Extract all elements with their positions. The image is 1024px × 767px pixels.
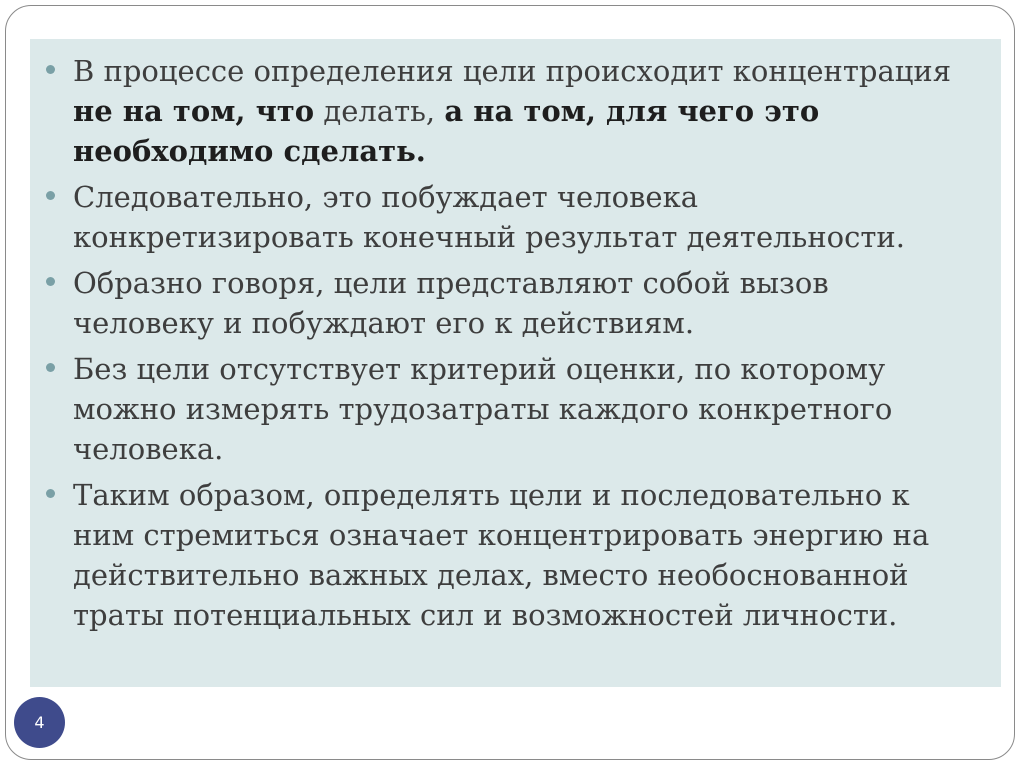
bullet-list [30, 39, 1001, 635]
bullet-item [73, 263, 973, 343]
bullet-text-normal: В процессе определения цели происходит концентрация [73, 54, 952, 88]
content-box [30, 39, 1001, 687]
bullet-text-bold: а на том, для чего это необходимо сделать. [73, 94, 820, 168]
bullet-text: Следовательно, это побуждает человека конкретизировать конечный результат деятельности. [73, 180, 905, 254]
bullet-item [73, 51, 973, 171]
bullet-item [73, 475, 973, 635]
bullet-text: Без цели отсутствует критерий оценки, по которому можно измерять трудозатраты каждого конкретного человека. [73, 352, 893, 466]
bullet-text-normal: делать, [314, 94, 445, 128]
bullet-item [73, 177, 973, 257]
bullet-dot-icon [46, 65, 55, 74]
bullet-dot-icon [46, 277, 55, 286]
bullet-text-bold: не на том, что [73, 94, 315, 128]
bullet-dot-icon [46, 363, 55, 372]
bullet-text: Образно говоря, цели представляют собой вызов человеку и побуждают его к действиям. [73, 266, 829, 340]
bullet-item [73, 349, 973, 469]
slide-number-badge: 4 [14, 697, 65, 748]
bullet-dot-icon [46, 489, 55, 498]
bullet-text: Таким образом, определять цели и последовательно к ним стремиться означает концентрировать энергию на действительно важных делах, вместо необоснованной траты потенциальных сил и возможностей личности. [73, 478, 930, 632]
bullet-dot-icon [46, 191, 55, 200]
